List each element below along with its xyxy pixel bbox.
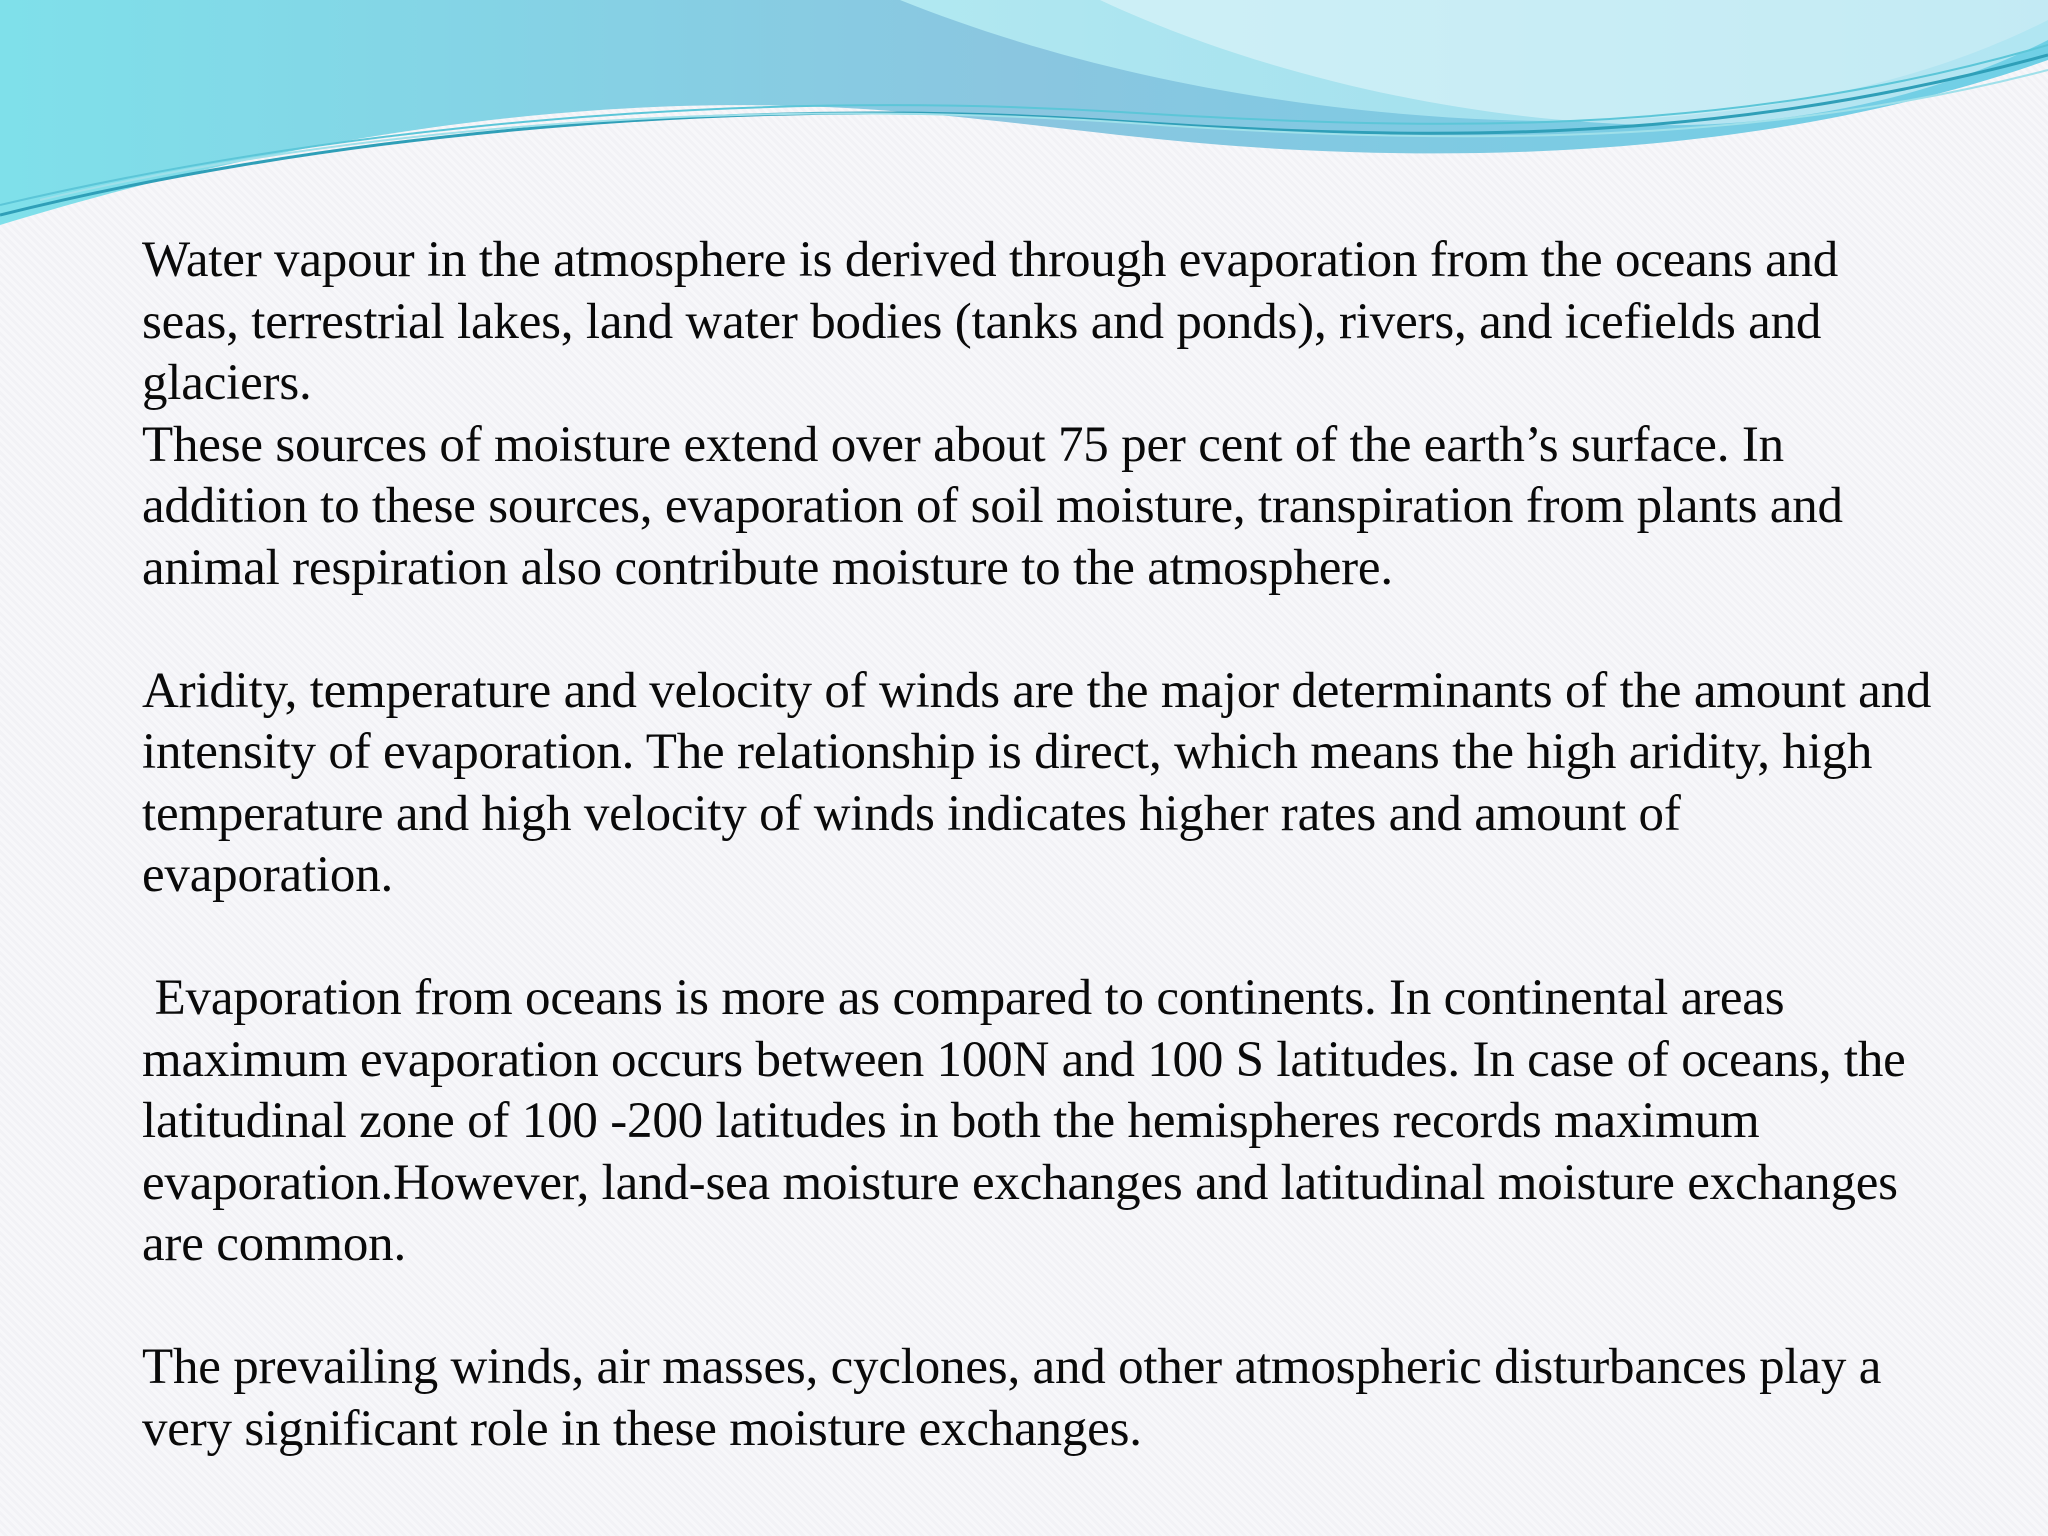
paragraph-spacer <box>142 907 1932 969</box>
paragraph-evaporation-determinants: Aridity, temperature and velocity of winds are the major determinants of the amount and intensity of evaporation. The relationship is direct, which means the high aridity, high temperature and high velocity of winds indicates higher rates and amount of evaporation. <box>142 662 1944 903</box>
slide-body <box>142 230 1944 1460</box>
paragraph-spacer <box>142 599 1932 661</box>
paragraph-ocean-vs-continent: Evaporation from oceans is more as compared to continents. In continental areas maximum evaporation occurs between 100N and 100 S latitudes. In case of oceans, the latitudinal zone of 100 -200 latitudes in both the hemispheres records maximum evaporation.However, land-sea moisture exchanges and latitudinal moisture exchanges are common. <box>142 970 1919 1272</box>
paragraph-spacer <box>142 1276 1932 1338</box>
paragraph-moisture-coverage: These sources of moisture extend over about 75 per cent of the earth’s surface. In addition to these sources, evaporation of soil moisture, transpiration from plants and animal respiration also contribute moisture to the atmosphere. <box>142 416 1856 596</box>
decorative-wave-banner <box>0 0 2048 240</box>
paragraph-moisture-exchange-agents: The prevailing winds, air masses, cyclones, and other atmospheric disturbances play a very significant role in these moisture exchanges. <box>142 1339 1894 1457</box>
paragraph-water-vapour-sources: Water vapour in the atmosphere is derived through evaporation from the oceans and seas, terrestrial lakes, land water bodies (tanks and ponds), rivers, and icefields and glaciers. <box>142 232 1851 411</box>
